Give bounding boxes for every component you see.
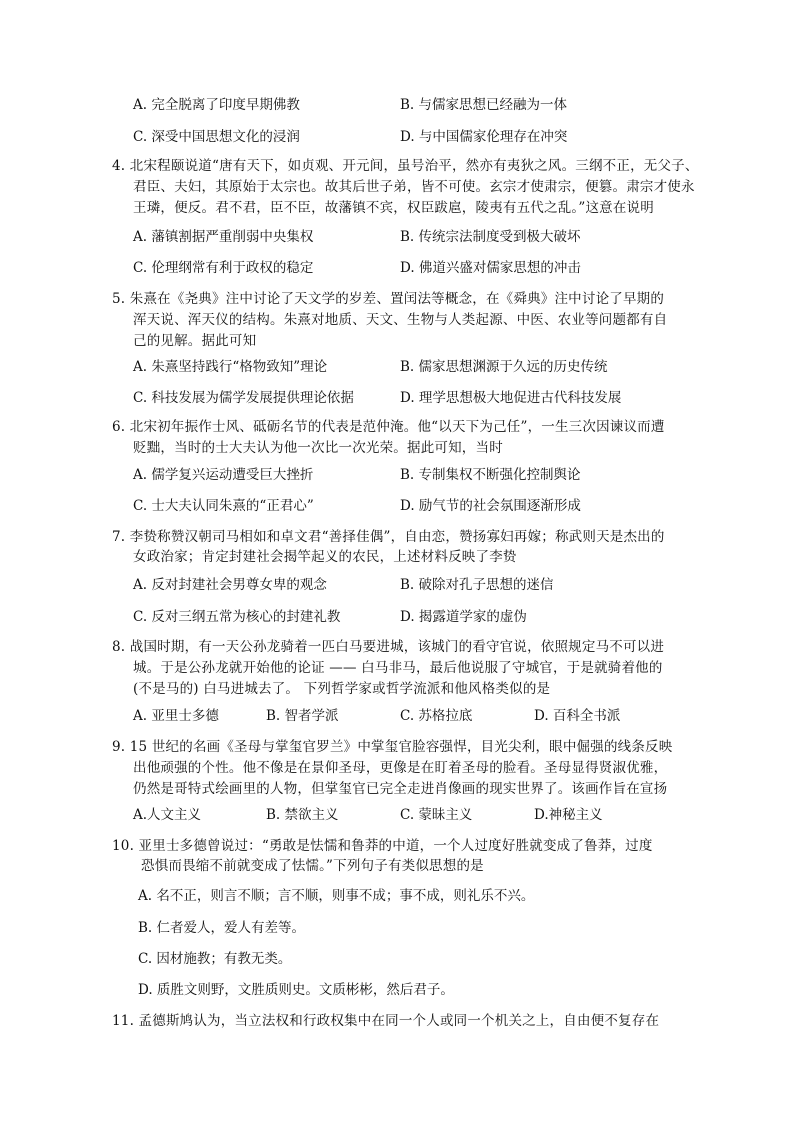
q10-option-c: C. 因材施教；有教无类。 [138,951,292,967]
q3-option-a: A. 完全脱离了印度早期佛教 [133,97,300,113]
q8-option-b: B. 智者学派 [266,708,339,724]
q6-option-a: A. 儒学复兴运动遭受巨大挫折 [133,467,314,483]
q8-stem-line-1: 8. 战国时期，有一天公孙龙骑着一匹白马要进城，该城门的看守官说，依照规定马不可以进 [112,639,665,655]
q11-stem-line-1: 11. 孟德斯鸠认为，当立法权和行政权集中在同一个人或同一个机关之上，自由便不复存在 [112,1013,660,1029]
q9-stem-line-3: 仍然是哥特式绘画里的人物，但掌玺官已完全走进肖像画的现实世界了。该画作旨在宣扬 [133,781,668,797]
q9-option-d: D.神秘主义 [534,807,603,823]
q8-stem-line-3: (不是马的) 白马进城去了。 下列哲学家或哲学流派和他风格类似的是 [133,681,551,697]
q4-option-b: B. 传统宗法制度受到极大破坏 [400,229,581,245]
q9-option-a: A.人文主义 [133,807,202,823]
q6-stem-line-1: 6. 北宋初年振作士风、砥砺名节的代表是范仲淹。他“以天下为己任”，一生三次因谏议而遭 [112,419,665,435]
q5-option-c: C. 科技发展为儒学发展提供理论依据 [133,390,354,406]
q6-option-d: D. 励气节的社会氛围逐渐形成 [400,498,581,514]
q5-option-d: D. 理学思想极大地促进古代科技发展 [400,390,622,406]
q7-option-a: A. 反对封建社会男尊女卑的观念 [133,577,327,593]
q7-stem-line-1: 7. 李贽称赞汉朝司马相如和卓文君“善择佳偶”，自由恋，赞扬寡妇再嫁；称武则天是杰出的 [112,529,665,545]
q8-option-c: C. 苏格拉底 [400,708,473,724]
q8-option-d: D. 百科全书派 [534,708,621,724]
q6-option-b: B. 专制集权不断强化控制舆论 [400,467,581,483]
q8-option-a: A. 亚里士多德 [133,708,219,724]
q10-option-b: B. 仁者爱人，爱人有差等。 [138,920,306,936]
q5-stem-line-2: 浑天说、浑天仪的结构。朱熹对地质、天文、生物与人类起源、中医、农业等问题都有自 [133,312,668,328]
q7-option-d: D. 揭露道学家的虚伪 [400,609,527,625]
q4-option-a: A. 藩镇割据严重削弱中央集权 [133,229,314,245]
q6-stem-line-2: 贬黜，当时的士大夫认为他一次比一次光荣。据此可知，当时 [133,440,503,456]
q6-option-c: C. 士大夫认同朱熹的“正君心” [133,498,314,514]
q10-option-d: D. 质胜文则野，文胜质则史。文质彬彬，然后君子。 [138,982,454,998]
q4-option-d: D. 佛道兴盛对儒家思想的冲击 [400,260,581,276]
q4-stem-line-3: 王璘，便反。君不君，臣不臣，故藩镇不宾，权臣跋扈，陵夷有五代之乱。”这意在说明 [133,200,654,216]
q4-stem-line-1: 4. 北宋程颐说道“唐有天下，如贞观、开元间，虽号治平，然亦有夷狄之风。三纲不正，无父子、 [112,158,699,174]
q5-stem-line-3: 己的见解。据此可知 [133,333,257,349]
q9-stem-line-2: 出他顽强的个性。他不像是在景仰圣母，更像是在盯着圣母的脸看。圣母显得贤淑优雅， [133,760,668,776]
q10-stem-line-2: 恐惧而畏缩不前就变成了怯懦。”下列句子有类似思想的是 [141,858,484,874]
q10-option-a: A. 名不正，则言不顺；言不顺，则事不成；事不成，则礼乐不兴。 [138,888,535,904]
q9-option-c: C. 蒙昧主义 [400,807,473,823]
q3-option-c: C. 深受中国思想文化的浸润 [133,129,300,145]
q7-option-c: C. 反对三纲五常为核心的封建礼教 [133,609,341,625]
q7-stem-line-2: 女政治家；肯定封建社会揭竿起义的农民，上述材料反映了李贽 [133,549,517,565]
q3-option-b: B. 与儒家思想已经融为一体 [400,97,568,113]
q3-option-d: D. 与中国儒家伦理存在冲突 [400,129,568,145]
q8-stem-line-2: 城。于是公孙龙就开始他的论证 —— 白马非马，最后他说服了守城官，于是就骑着他的 [133,660,663,676]
q5-option-a: A. 朱熹坚持践行“格物致知”理论 [133,359,328,375]
q5-stem-line-1: 5. 朱熹在《尧典》注中讨论了天文学的岁差、置闰法等概念，在《舜典》注中讨论了早期的 [112,291,665,307]
q5-option-b: B. 儒家思想渊源于久远的历史传统 [400,359,608,375]
q4-stem-line-2: 君臣、夫妇，其原始于太宗也。故其后世子弟，皆不可使。玄宗才使肃宗，便篡。肃宗才使永 [133,179,695,195]
q9-option-b: B. 禁欲主义 [266,807,339,823]
q4-option-c: C. 伦理纲常有利于政权的稳定 [133,260,314,276]
q9-stem-line-1: 9. 15 世纪的名画《圣母与掌玺官罗兰》中掌玺官脸容强悍，目光尖利，眼中倔强的线条反映 [112,739,673,755]
q7-option-b: B. 破除对孔子思想的迷信 [400,577,554,593]
q10-stem-line-1: 10. 亚里士多德曾说过：“勇敢是怯懦和鲁莽的中道，一个人过度好胜就变成了鲁莽，过度 [112,838,653,854]
